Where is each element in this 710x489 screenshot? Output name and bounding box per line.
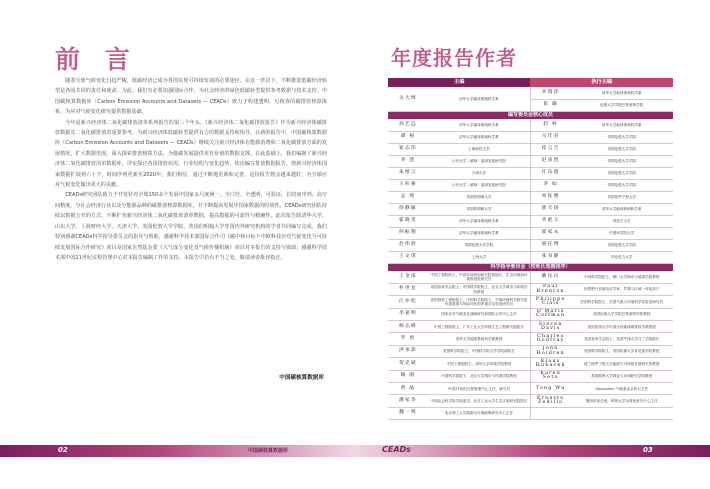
member-name: Ernesto Zedillo — [530, 395, 570, 407]
member-affil: 墨西哥前总统，耶鲁大学全球化研究中心主任 — [570, 395, 673, 407]
table-row — [388, 308, 673, 320]
member-affil: 荷兰格罗宁根大学能源与可持续发展研究所教授 — [570, 358, 673, 370]
member-name: 马仕君 — [530, 131, 570, 143]
section-header-sci — [388, 263, 673, 271]
member-affil: 清华大学地球系统科学系教授 — [428, 333, 531, 345]
header-exec-editor: 执行主编 — [530, 78, 673, 87]
member-name: Charles Godfray — [530, 333, 570, 345]
member-name: 潘家华 — [388, 395, 428, 407]
member-affil: 国家应对气候变化战略研究和国际合作中心主任 — [428, 308, 531, 320]
member-name: Paul Brenton — [530, 283, 570, 295]
member-name: 许乐越 — [530, 167, 570, 179]
section-header-editorial — [388, 111, 673, 119]
preface-paragraph-1: 随着全球气候变化日趋严峻，低碳经济已成为各国实现可持续发展的必要途径。在这一背景下，不断推进低碳经济转型是各国共同的责任和使命。为此，我们有必要加强国际合作，为社会经济的绿色低碳转型提供参考数据与技术支持。中国碳核算数据库（Carbon Emission Accounts and Datasets — CEADs）致力于构建透明、可核查的碳排放核算体系，为应对气候变化研究提供数据基础。 — [55, 78, 327, 116]
member-name: 朴世龙 — [388, 283, 428, 295]
section-editorial-title: 编写委员会核心成员 — [388, 111, 673, 119]
table-row — [388, 383, 673, 395]
member-affil: 英国伦敦大学学院 — [570, 131, 673, 143]
member-name: 戴民汉 — [530, 271, 570, 283]
member-name: 李 建 — [388, 155, 428, 167]
member-name: 李 如 — [530, 179, 570, 191]
member-affil: 美国耶鲁大学林业与环境研究学院教授 — [570, 370, 673, 382]
table-row — [388, 370, 673, 382]
table-row — [388, 87, 673, 99]
member-affil: 中国21世纪议程管理中心主任、研究员 — [428, 383, 531, 395]
member-name: 李彪玉 — [530, 215, 570, 227]
member-name: Tong Wu — [530, 383, 570, 395]
member-affil: 美国国家工程院院士，中国科学院院士，中国环境科学研究院环境基准与风险评估国家重点实验室研究员 — [428, 296, 531, 308]
ceads-logo: CEADs — [382, 445, 411, 454]
page-number-right: 03 — [643, 446, 653, 454]
member-name: Philippe Ciais — [530, 296, 570, 308]
member-affil: 美国科学院院士，美国哈佛大学肯尼迪学院教授 — [570, 345, 673, 357]
preface-title: 前 言 — [55, 45, 138, 74]
member-name: Karen Seto — [530, 370, 570, 382]
table-row — [388, 155, 673, 167]
member-affil: 英国伦敦大学学院 — [570, 179, 673, 191]
table-row — [388, 191, 673, 203]
table-row — [388, 345, 673, 357]
table-row — [388, 215, 673, 227]
member-affil: 英国伦敦大学学院 — [570, 155, 673, 167]
table-header — [388, 78, 673, 87]
member-affil: 清华大学地球系统科学系 — [428, 215, 531, 227]
table-row — [388, 203, 673, 215]
exec-editor-affil: 伦敦大学学院巴特莱特学院 — [570, 99, 673, 111]
member-name: 杨志峰 — [388, 321, 428, 333]
member-affil: 英国格罗宁根大学 — [570, 191, 673, 203]
member-name: 朱增云 — [388, 167, 428, 179]
preface-paragraph-2: 今年是新兴经济体二氧化碳排放清单系列报告的第三个年头。《新兴经济体二氧化碳排放报告》作为新兴经济体碳排放数据及二氧化碳排放的重要参考，为新兴经济体低碳转型提供有力的数据支持和指导。在新的报告中，中国碳核算数据库（Carbon Emission Accounts and Datasets — CEADs）继续关注新兴经济体在能源消费和二氧化碳排放方面的发展情况，扩大数据范围，深入探索排放核算方法，为低碳发展提供更有价值的数据支撑。在此基础上，我们编制了新兴经济体二氧化碳排放清单数据库，详实探讨各国排放状况、行业结构与变化趋势，依次编写排放数据报告，将新兴经济体国家数据扩展到六十个，时间序列更新至2020年。我们相信，通过不断地更新和完善，这份报告将会越来越好，为全球应对气候变化做出更大的贡献。 — [55, 119, 327, 189]
table-row — [388, 227, 673, 239]
table-row — [388, 358, 673, 370]
member-affil: 山东大学（威海）蓝绿发展研究院 — [428, 155, 531, 167]
exec-editor-affil: 清华大学地球系统科学系 — [570, 87, 673, 99]
table-row — [388, 271, 673, 283]
member-affil: 中国工程院院士，广东工业大学环境生态工程研究院院长 — [428, 321, 531, 333]
member-name — [530, 407, 570, 419]
member-affil: 英国伦敦大学学院 — [428, 239, 531, 251]
member-affil: 世界银行首席经济学家，贸易与区域一体化部门 — [570, 283, 673, 295]
member-name: 陶 澍 — [388, 370, 428, 382]
member-name: John Holdren — [530, 345, 570, 357]
member-name: 崔志伟 — [388, 143, 428, 155]
member-affil: 英国伯明翰大学 — [428, 203, 531, 215]
member-affil: Qualcomm 气候基金会执行主任 — [570, 383, 673, 395]
member-name: 梁任博 — [530, 239, 570, 251]
member-name: Klaus Hubacek — [530, 358, 570, 370]
member-affil: 清华大学地球系统科学系 — [570, 119, 673, 131]
member-name: 魏一鸣 — [388, 407, 428, 419]
page-number-left: 02 — [58, 446, 68, 454]
member-name: 贺克斌 — [388, 358, 428, 370]
member-name: 何振翔 — [388, 227, 428, 239]
member-name: 黄 晶 — [388, 383, 428, 395]
table-row — [388, 239, 673, 251]
table-row — [388, 407, 673, 419]
member-name: 王金南 — [388, 271, 428, 283]
member-affil: 北京理工大学能源与环境政策研究中心主任 — [428, 407, 531, 419]
right-page — [355, 0, 710, 489]
table-row — [388, 143, 673, 155]
member-affil: 法国科学院院士，法国气候与环境科学实验室研究员 — [570, 296, 673, 308]
member-name: 赵寅凯 — [530, 155, 570, 167]
member-affil: 中国科学院大学 — [570, 227, 673, 239]
member-affil: 中国工程院院士，中国环境规划研究院原院长，生态环境部环境规划院研究员 — [428, 271, 531, 283]
member-name: 霍家永 — [530, 227, 570, 239]
member-name: 江亦松 — [388, 296, 428, 308]
member-name: 崔云吉 — [530, 143, 570, 155]
table-row — [388, 395, 673, 407]
preface-body — [55, 76, 327, 263]
member-affil: 内蒙古大学 — [570, 215, 673, 227]
member-name: 赵 岭 — [530, 119, 570, 131]
footer-label: 中国碳核算数据库 — [248, 448, 289, 454]
member-name: 王文琪 — [388, 251, 428, 263]
exec-editor-name: 崔 璐 — [530, 99, 570, 111]
section-sci-title: 科学指导委员会（按姓氏笔画排序） — [388, 263, 673, 271]
table-row — [388, 321, 673, 333]
member-affil: 英国皇家学会院士，英国牛津大学马丁学院院长 — [570, 333, 673, 345]
member-affil: 上海大学 — [428, 251, 531, 263]
main-editor-affil: 清华大学地球系统科学系 — [428, 87, 531, 111]
member-name: Steven Davis — [530, 321, 570, 333]
member-affil: 英国伦敦大学学院 — [570, 239, 673, 251]
member-name: 蕾天扬 — [530, 203, 570, 215]
preface-signature: 中国碳核算数据库 — [279, 375, 324, 381]
table-row — [388, 131, 673, 143]
exec-editor-name: 李瑞萍 — [530, 87, 570, 99]
member-affil: 清华大学地球系统科学系 — [570, 203, 673, 215]
member-name: 谭 裕 — [388, 131, 428, 143]
table-row — [388, 296, 673, 308]
member-affil — [570, 407, 673, 419]
header-main-editor: 主编 — [388, 78, 530, 87]
member-name: 徐静敏 — [388, 203, 428, 215]
member-affil: 清华大学地球系统科学系 — [428, 131, 531, 143]
member-affil: 天津大学 — [428, 167, 531, 179]
member-name: 罗 勇 — [388, 333, 428, 345]
member-name: 张书静 — [530, 251, 570, 263]
member-name: 孙艺远 — [388, 119, 428, 131]
member-affil: 华北电力大学 — [570, 251, 673, 263]
preface-paragraph-3: CEADs研究团队致力于开发针对全球150多个发展中国家多尺度统一、全口径、全透明、可验证、长时间序列、高空间精度、分社会经济行业以及分能源品种的碳排放核算数据库，并不断提高发展中国家数据的时效性。CEADs研究团队持续以数据公开的方式，不断扩充新兴经济体二氧化碳排放清单数据，提高数据的可靠性与精确性。此次报告除清华大学、山东大学、上海财经大学、天津大学、英国伦敦大学学院、英国伯明翰大学等国内外研究机构的学者共同编写完成。我们特别感谢CEADs科学指导委员会的指导与帮助，感谢科学技术部国际合作司《碳中和目标下中欧科技应对气候变化与可持续发展国际合作研究》项目及国家自然基金委《大气成分变化及气候传播机制》项目对本报告的支持与资助；感谢科学技术部中国21世纪议程管理中心对本报告编制工作的支持。本报告中若有不当之处，敬请读者批评指正。 — [55, 192, 327, 261]
member-name: 单钰理 — [530, 191, 570, 203]
member-affil: 中国科学院院士，厦门大学海洋与地球学院教授 — [570, 271, 673, 283]
member-affil: 中国工程院院士，清华大学环境学院教授 — [428, 358, 531, 370]
table-row — [388, 333, 673, 345]
member-affil: 英国皇家学会院士，中国科学院院士，北京大学城市与环境学院教授 — [428, 283, 531, 295]
member-affil: 英国伦敦大学学院 — [570, 143, 673, 155]
member-name: 李嘉明 — [388, 308, 428, 320]
member-affil: 英国伦敦大学学院巴特莱特学院教授 — [570, 308, 673, 320]
member-name: 霍晓雯 — [388, 215, 428, 227]
table-row — [388, 179, 673, 191]
table-row — [388, 251, 673, 263]
footer-bar-left — [0, 445, 355, 457]
member-affil: 上海财经大学 — [428, 143, 531, 155]
authors-title: 年度报告作者 — [391, 46, 517, 70]
table-row — [388, 283, 673, 295]
member-affil: 英国伦敦大学学院 — [570, 167, 673, 179]
member-name: 赵伟欣 — [388, 239, 428, 251]
member-affil: 英国伯明翰大学 — [428, 191, 531, 203]
member-affil: 美国科学院院士，中国科学院大学学院副院长 — [428, 345, 531, 357]
member-affil: 中国社会科学院学部委员，北京工业大学生态文明研究院院长 — [428, 395, 531, 407]
member-name: D'Maris Coffman — [530, 308, 570, 320]
table-row — [388, 167, 673, 179]
member-affil: 山东大学（威海）蓝绿发展研究院 — [428, 179, 531, 191]
member-name: 王梓豪 — [388, 179, 428, 191]
authors-table — [388, 78, 673, 420]
table-row — [388, 119, 673, 131]
member-name: 洪承恭 — [388, 345, 428, 357]
member-affil: 中国科学院院士，北京大学城市与环境学院教授 — [428, 370, 531, 382]
main-editor-name: 关大博 — [388, 87, 428, 111]
member-name: 孟 琦 — [388, 191, 428, 203]
member-affil: 清华大学地球系统科学系 — [428, 227, 531, 239]
member-affil: 美国加州大学尔湾分校地球系统科学系教授 — [570, 321, 673, 333]
member-affil: 清华大学地球系统科学系 — [428, 119, 531, 131]
